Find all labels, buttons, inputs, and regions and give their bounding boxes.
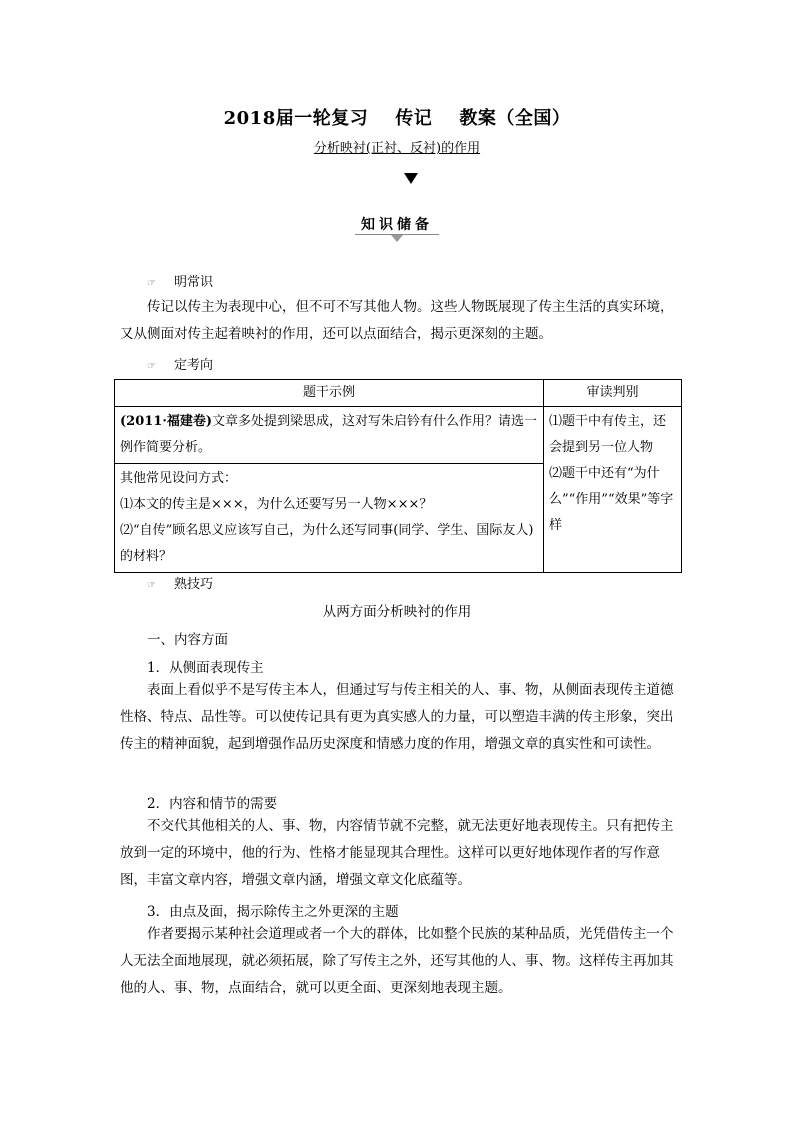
document-subtitle: 分析映衬(正衬、反衬)的作用 [313,141,481,156]
pointing-hand-icon: ☞ [147,278,156,289]
pointing-hand-icon: ☞ [147,361,156,372]
judge-item-1: ⑴题干中有传主，还会提到另一位人物 [549,414,667,455]
table-cell-other [115,464,544,573]
point-1-title: 1．从侧面表现传主 [147,660,264,676]
banner-triangle-icon [391,235,403,242]
intro-paragraph: 传记以传主为表现中心，但不可不写其他人物。这些人物既展现了传主生活的真实环境，又从侧面对传主起着映衬的作用，还可以点面结合，揭示更深刻的主题。 [120,299,674,342]
exam-table [114,379,682,573]
table-cell-example [115,407,544,464]
section-heading-1: ☞ 明常识 [147,275,213,290]
document-title: 2018届一轮复习 传记 教案（全国） [223,108,571,129]
example-source: (2011·福建卷) [120,414,213,429]
other-item-2: ⑵“自传”顾名思义应该写自己，为什么还写同事(同学、学生、国际友人)的材料？ [120,523,534,564]
part-1-heading: 一、内容方面 [147,632,228,648]
table-header-example: 题干示例 [115,380,544,407]
point-3-title: 3．由点及面，揭示除传主之外更深的主题 [147,904,399,920]
table-cell-judge [544,407,682,573]
point-2-title: 2．内容和情节的需要 [147,796,278,812]
section-heading-3: ☞ 熟技巧 [147,577,213,592]
point-2-text: 不交代其他相关的人、事、物，内容情节就不完整，就无法更好地表现传主。只有把传主放到一定的环境中，他的行为、性格才能显现其合理性。这样可以更好地体现作者的写作意图，丰富文章内容，增强文章内涵，增强文章文化底蕴等。 [120,818,674,888]
pointing-hand-icon: ☞ [147,580,156,591]
other-head: 其他常见设问方式： [120,471,238,486]
skill-heading: 从两方面分析映衬的作用 [322,604,472,620]
section-heading-2: ☞ 定考向 [147,358,213,373]
down-triangle-icon [404,173,418,184]
other-item-1: ⑴本文的传主是×××，为什么还要写另一人物×××？ [120,497,433,512]
table-header-judge: 审读判别 [544,380,682,407]
point-1-text: 表面上看似乎不是写传主本人，但通过写与传主相关的人、事、物，从侧面表现传主道德性格、特点、品性等。可以使传记具有更为真实感人的力量，可以塑造丰满的传主形象，突出传主的精神面貌，起到增强作品历史深度和情感力度的作用，增强文章的真实性和可读性。 [120,682,674,752]
section-banner: 知识储备 [361,217,433,233]
example-text: 文章多处提到梁思成，这对写朱启钤有什么作用？请选一例作简要分析。 [120,414,538,455]
judge-item-2: ⑵题干中还有“为什么”“作用”“效果”等字样 [549,466,674,533]
point-3-text: 作者要揭示某种社会道理或者一个大的群体，比如整个民族的某种品质，光凭借传主一个人无法全面地展现，就必须拓展，除了写传主之外，还写其他的人、事、物。这样传主再加其他的人、事、物，点面结合，就可以更全面、更深刻地表现主题。 [120,926,674,996]
